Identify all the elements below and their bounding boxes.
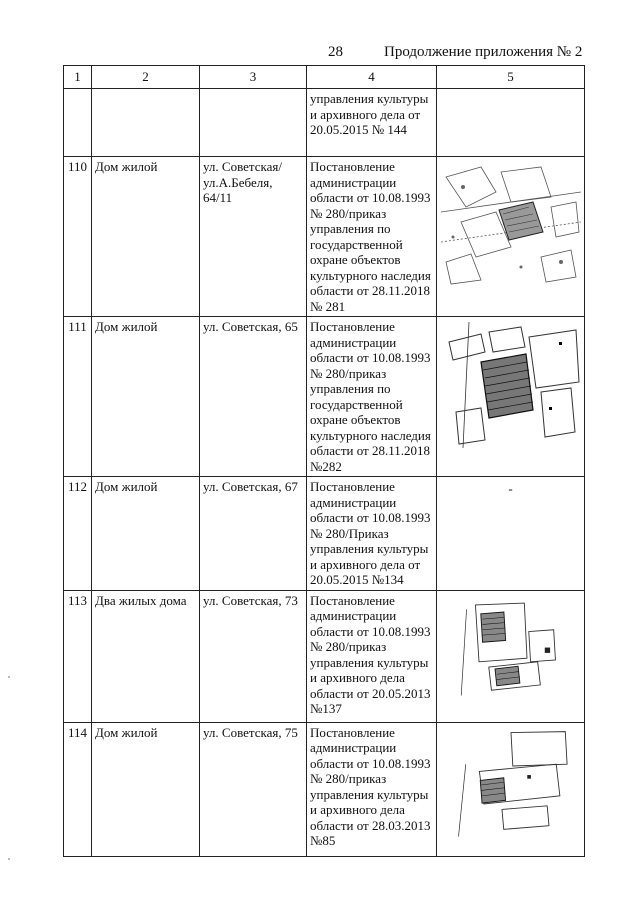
object-name: Два жилых дома xyxy=(92,590,200,722)
row-number: 112 xyxy=(64,477,92,591)
site-scheme-114-image xyxy=(441,728,581,842)
site-scheme xyxy=(437,157,585,317)
row-number: 111 xyxy=(64,317,92,477)
legal-document: Постановление администрации области от 10.08.1993 № 280/приказ управления по государственной охране объектов культурного наследия области от 28.11.2018 № 281 xyxy=(307,157,437,317)
column-header-1: 1 xyxy=(64,66,92,89)
monuments-table xyxy=(63,65,585,857)
legal-document: Постановление администрации области от 10.08.1993 № 280/приказ управления культуры и архивного дела области от 28.03.2013 №85 xyxy=(307,722,437,856)
table-row xyxy=(64,317,585,477)
continued-document: управления культуры и архивного дела от 20.05.2015 № 144 xyxy=(307,89,437,157)
site-scheme xyxy=(437,477,585,591)
site-scheme-111-image xyxy=(441,322,581,448)
object-address: ул. Советская, 73 xyxy=(200,590,307,722)
object-name: Дом жилой xyxy=(92,722,200,856)
table-row xyxy=(64,157,585,317)
row-number: 113 xyxy=(64,590,92,722)
site-scheme-113-image xyxy=(441,596,581,708)
site-scheme xyxy=(437,722,585,856)
object-address: ул. Советская, 75 xyxy=(200,722,307,856)
object-name: Дом жилой xyxy=(92,477,200,591)
page-header xyxy=(0,44,640,66)
column-header-2: 2 xyxy=(92,66,200,89)
page-number: 28 xyxy=(328,44,343,60)
column-number-row xyxy=(64,66,585,89)
site-scheme-110-image xyxy=(441,162,581,288)
column-header-5: 5 xyxy=(437,66,585,89)
table-row xyxy=(64,477,585,591)
legal-document: Постановление администрации области от 10.08.1993 № 280/приказ управления по государственной охране объектов культурного наследия области от 28.11.2018 №282 xyxy=(307,317,437,477)
table-row xyxy=(64,722,585,856)
table-row xyxy=(64,590,585,722)
object-name: Дом жилой xyxy=(92,317,200,477)
row-number: 110 xyxy=(64,157,92,317)
no-scheme-dash: - xyxy=(508,481,513,496)
continued-row xyxy=(64,89,585,157)
object-name: Дом жилой xyxy=(92,157,200,317)
scan-speck xyxy=(8,858,10,860)
scan-speck xyxy=(8,676,10,678)
column-header-3: 3 xyxy=(200,66,307,89)
site-scheme xyxy=(437,317,585,477)
column-header-4: 4 xyxy=(307,66,437,89)
legal-document: Постановление администрации области от 10.08.1993 № 280/приказ управления культуры и архивного дела области от 20.05.2013 №137 xyxy=(307,590,437,722)
appendix-continuation-title: Продолжение приложения № 2 xyxy=(384,44,583,60)
site-scheme xyxy=(437,590,585,722)
legal-document: Постановление администрации области от 10.08.1993 № 280/Приказ управления культуры и архивного дела от 20.05.2015 №134 xyxy=(307,477,437,591)
row-number: 114 xyxy=(64,722,92,856)
object-address: ул. Советская/ ул.А.Бебеля, 64/11 xyxy=(200,157,307,317)
object-address: ул. Советская, 65 xyxy=(200,317,307,477)
object-address: ул. Советская, 67 xyxy=(200,477,307,591)
